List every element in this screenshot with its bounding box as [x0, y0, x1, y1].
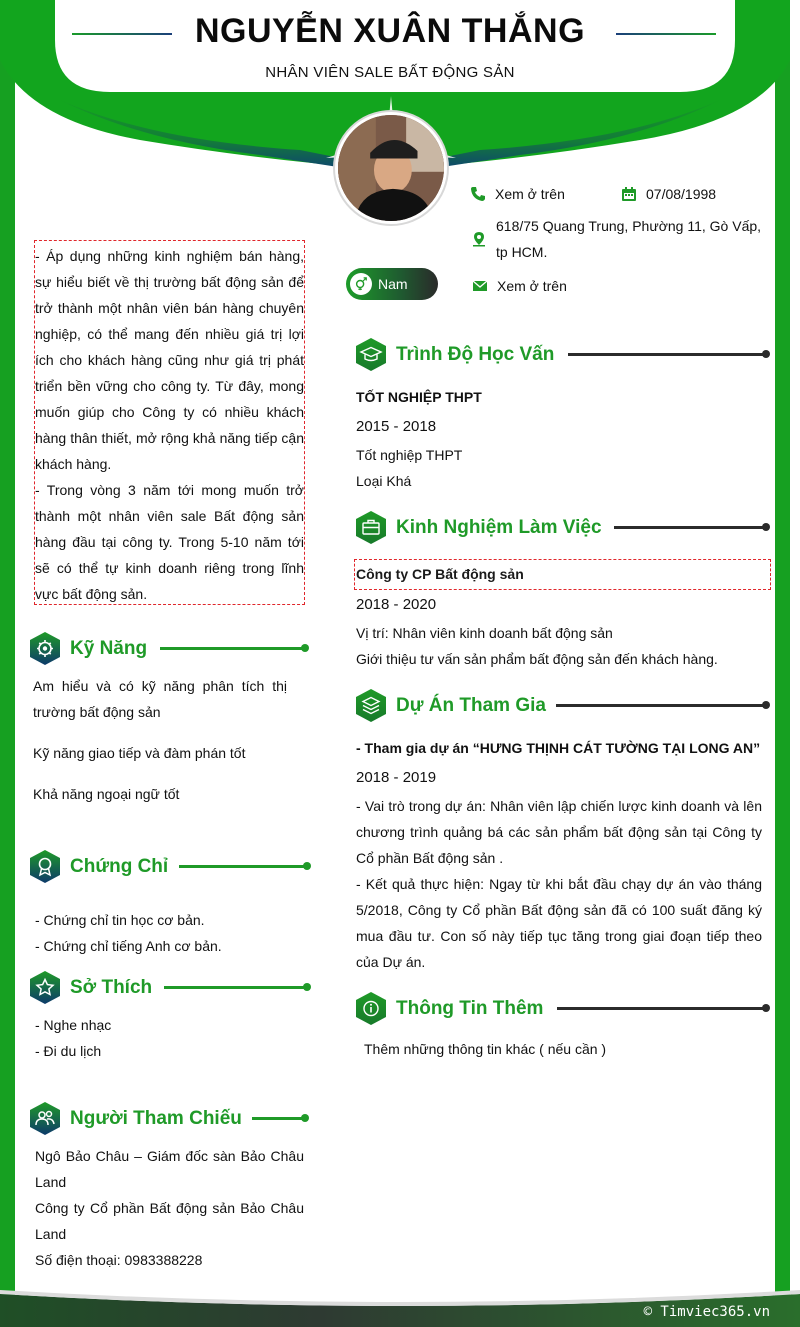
experience-company: Công ty CP Bất động sản: [354, 559, 771, 590]
section-header-certificates: [30, 850, 168, 883]
section-header-education: [356, 338, 554, 371]
skill-item: Am hiểu và có kỹ năng phân tích thị trường bất động sản: [33, 678, 287, 720]
education-divider: [568, 353, 766, 356]
skill-item: Khả năng ngoại ngữ tốt: [33, 786, 180, 802]
references-divider: [252, 1117, 305, 1120]
gender-value: Nam: [378, 276, 408, 292]
birthday-value: 07/08/1998: [646, 186, 717, 202]
address-line-1: 618/75 Quang Trung, Phường 11, Gò Vấp,: [496, 218, 762, 234]
gender-badge: [346, 268, 438, 300]
phone-value: Xem ở trên: [495, 186, 565, 202]
experience-divider: [614, 526, 766, 529]
objective-paragraph-1: - Áp dụng những kinh nghiệm bán hàng, sự hiểu biết về thị trường bất động sản để trở thành một nhân viên bán hàng chuyên nghiệp, có thể mang đến nhiều giá trị lợi ích cho khách hàng cũng như giá trị phát triển bền vững cho công ty. Từ đây, mong muốn giúp cho Công ty có nhiều khách hàng thân thiết, mở rộng khả năng tiếp cận khách hàng.: [35, 248, 304, 472]
hobby-item: - Đi du lịch: [35, 1043, 102, 1059]
education-title: Trình Độ Học Vấn: [396, 343, 555, 365]
contact-birthday: [621, 181, 716, 207]
projects-title: Dự Án Tham Gia: [396, 694, 546, 716]
education-desc: Tốt nghiệp THPT: [356, 447, 463, 463]
contact-email: [472, 273, 567, 299]
reference-line: Ngô Bảo Châu – Giám đốc sàn Bảo Châu Land: [35, 1148, 304, 1190]
section-header-projects: [356, 689, 546, 722]
avatar: [335, 112, 447, 224]
project-result: - Kết quả thực hiện: Ngay từ khi bắt đầu chạy dự án vào tháng 5/2018, Công ty Cổ phần Bất động sản đã có 100 suất đăng ký mua đầu tư. Con số này tiếp tục tăng trong giai đoạn tiếp theo của Dự án.: [356, 876, 762, 970]
section-header-extra: [356, 992, 543, 1025]
career-objective: [34, 240, 305, 605]
award-icon: [30, 850, 60, 883]
project-period: 2018 - 2019: [356, 769, 437, 786]
reference-line: Công ty Cổ phần Bất động sản Bảo Châu Land: [35, 1200, 304, 1242]
section-header-skills: [30, 632, 147, 665]
contact-phone: [470, 181, 565, 207]
references-title: Người Tham Chiếu: [70, 1107, 242, 1129]
extra-title: Thông Tin Thêm: [396, 997, 544, 1019]
section-header-hobbies: [30, 971, 152, 1004]
hobby-item: - Nghe nhạc: [35, 1017, 112, 1033]
reference-line: Số điện thoại: 0983388228: [35, 1252, 203, 1268]
skills-title: Kỹ Năng: [70, 637, 148, 659]
education-desc: Loại Khá: [356, 473, 412, 489]
skills-divider: [160, 647, 305, 650]
certificates-title: Chứng Chỉ: [70, 855, 169, 877]
experience-period: 2018 - 2020: [356, 596, 437, 613]
certificate-item: - Chứng chỉ tiếng Anh cơ bản.: [35, 938, 222, 954]
certificates-divider-dot: [303, 862, 311, 870]
mail-icon: [472, 278, 488, 294]
candidate-position: NHÂN VIÊN SALE BẤT ĐỘNG SẢN: [265, 64, 515, 81]
certificate-item: - Chứng chỉ tin học cơ bản.: [35, 912, 205, 928]
extra-divider: [557, 1007, 766, 1010]
experience-divider-dot: [762, 523, 770, 531]
address-line-2: tp HCM.: [496, 244, 548, 260]
gear-icon: [30, 632, 60, 665]
email-value: Xem ở trên: [497, 278, 567, 294]
extra-divider-dot: [762, 1004, 770, 1012]
skills-divider-dot: [301, 644, 309, 652]
calendar-icon: [621, 186, 637, 202]
hobbies-divider-dot: [303, 983, 311, 991]
experience-title: Kinh Nghiệm Làm Việc: [396, 516, 602, 538]
layers-icon: [356, 689, 386, 722]
gender-icon: [350, 273, 372, 295]
star-icon: [30, 971, 60, 1004]
education-school: TỐT NGHIỆP THPT: [356, 389, 482, 405]
skill-item: Kỹ năng giao tiếp và đàm phán tốt: [33, 745, 246, 761]
graduation-cap-icon: [356, 338, 386, 371]
projects-divider: [556, 704, 766, 707]
projects-divider-dot: [762, 701, 770, 709]
hobbies-divider: [164, 986, 307, 989]
education-divider-dot: [762, 350, 770, 358]
extra-text: Thêm những thông tin khác ( nếu cần ): [364, 1041, 607, 1057]
project-role: - Vai trò trong dự án: Nhân viên lập chiến lược kinh doanh và lên chương trình quảng bá các sản phẩm bất động sản tại Công ty Cổ phần Bất động sản .: [356, 798, 762, 866]
section-header-experience: [356, 511, 602, 544]
education-period: 2015 - 2018: [356, 418, 437, 435]
briefcase-icon: [356, 511, 386, 544]
experience-role: Vị trí: Nhân viên kinh doanh bất động sản: [356, 625, 613, 641]
experience-desc: Giới thiệu tư vấn sản phẩm bất động sản đến khách hàng.: [356, 651, 718, 667]
location-pin-icon: [471, 231, 487, 247]
section-header-references: [30, 1102, 242, 1135]
footer-credit: © Timviec365.vn: [643, 1304, 770, 1320]
candidate-name: NGUYỄN XUÂN THẮNG: [194, 12, 586, 50]
objective-paragraph-2: - Trong vòng 3 năm tới mong muốn trở thành một nhân viên sale Bất động sản hàng đầu tại công ty. Trong 5-10 năm tới sẽ có thể tự kinh doanh riêng trong lĩnh vực bất động sản.: [35, 482, 304, 602]
phone-icon: [470, 186, 486, 202]
project-name: - Tham gia dự án “HƯNG THỊNH CÁT TƯỜNG TẠI LONG AN”: [356, 740, 761, 756]
references-divider-dot: [301, 1114, 309, 1122]
certificates-divider: [179, 865, 307, 868]
info-icon: [356, 992, 386, 1025]
hobbies-title: Sở Thích: [70, 976, 153, 998]
contact-address: [471, 213, 771, 265]
users-icon: [30, 1102, 60, 1135]
